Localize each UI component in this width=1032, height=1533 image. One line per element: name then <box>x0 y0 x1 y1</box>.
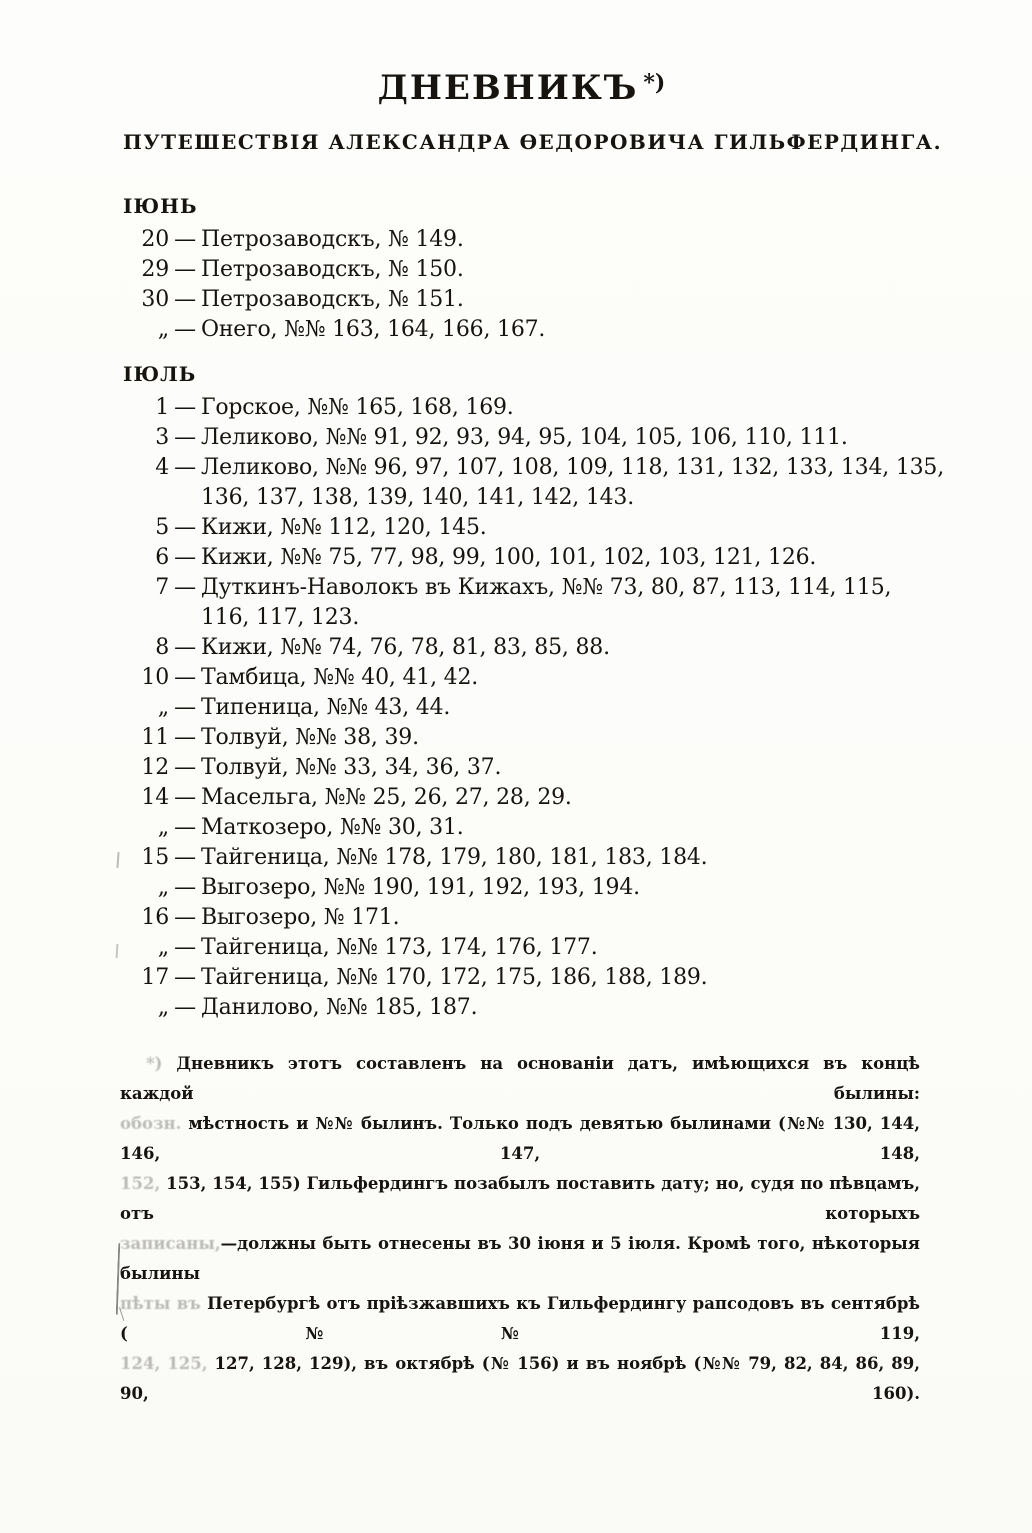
entry-text: Тайгеница, №№ 173, 174, 176, 177. <box>201 935 598 960</box>
entry-text: Онего, №№ 163, 164, 166, 167. <box>201 317 546 342</box>
entry-text: Кижи, №№ 112, 120, 145. <box>201 515 487 540</box>
entry-continuation: 136, 137, 138, 139, 140, 141, 142, 143. <box>201 485 635 510</box>
entry-dash: — <box>174 515 196 540</box>
entry-day: 14 <box>141 785 169 810</box>
page-title <box>123 62 920 109</box>
entry-dash: — <box>174 905 196 930</box>
entry-dash: — <box>174 815 196 840</box>
entry-text: Толвуй, №№ 33, 34, 36, 37. <box>201 755 502 780</box>
footnote-line <box>120 1349 920 1409</box>
section-header: ІЮНЬ <box>123 194 198 218</box>
entry-day: „ <box>157 935 169 960</box>
entry-dash: — <box>174 455 196 480</box>
diary-entry <box>123 255 920 285</box>
entry-text: Петрозаводскъ, № 151. <box>201 287 464 312</box>
footnote-faded-fragment: *) <box>146 1054 177 1073</box>
entry-day: 5 <box>155 515 169 540</box>
diary-entry <box>123 453 945 483</box>
diary-entry <box>123 543 920 573</box>
entry-day: 10 <box>141 665 169 690</box>
entry-text: Тамбица, №№ 40, 41, 42. <box>201 665 479 690</box>
footnote-line <box>120 1289 920 1349</box>
entry-dash: — <box>174 257 196 282</box>
diary-entry <box>123 723 920 753</box>
entry-dash: — <box>174 695 196 720</box>
footnote-faded-fragment: обозн. <box>120 1114 189 1133</box>
entry-text: Петрозаводскъ, № 150. <box>201 257 464 282</box>
entry-text: Выгозеро, №№ 190, 191, 192, 193, 194. <box>201 875 640 900</box>
title-text: ДНЕВНИКЪ <box>377 68 639 108</box>
entry-dash: — <box>174 395 196 420</box>
entry-continuation: 116, 117, 123. <box>201 605 360 630</box>
entry-dash: — <box>174 845 196 870</box>
entry-text: Дуткинъ-Наволокъ въ Кижахъ, №№ 73, 80, 87, 113, 114, 115, <box>201 575 892 600</box>
entry-dash: — <box>174 287 196 312</box>
entry-day: 15 <box>141 845 169 870</box>
entry-text: Толвуй, №№ 38, 39. <box>201 725 419 750</box>
section-header: ІЮЛЬ <box>123 362 197 386</box>
diary-entry <box>123 783 920 813</box>
entry-dash: — <box>174 545 196 570</box>
diary-sections <box>123 193 945 1023</box>
entry-text: Выгозеро, № 171. <box>201 905 400 930</box>
entry-dash: — <box>174 995 196 1020</box>
footnote-text: 127, 128, 129), въ октябрѣ (№ 156) и въ ноябрѣ (№№ 79, 82, 84, 86, 89, 90, 160). <box>120 1354 920 1403</box>
entry-list <box>123 225 920 345</box>
scan-artifact <box>116 852 119 868</box>
entry-day: 30 <box>141 287 169 312</box>
diary-entry <box>123 513 920 543</box>
footnote-text: —должны быть отнесены въ 30 іюня и 5 іюля. Кромѣ того, нѣкоторыя былины <box>120 1234 920 1283</box>
entry-text: Типеница, №№ 43, 44. <box>201 695 451 720</box>
entry-text: Петрозаводскъ, № 149. <box>201 227 464 252</box>
entry-dash: — <box>174 755 196 780</box>
entry-dash: — <box>174 875 196 900</box>
entry-text: Кижи, №№ 74, 76, 78, 81, 83, 85, 88. <box>201 635 610 660</box>
entry-dash: — <box>174 935 196 960</box>
entry-text: Леликово, №№ 91, 92, 93, 94, 95, 104, 105, 106, 110, 111. <box>201 425 848 450</box>
entry-day: 12 <box>141 755 169 780</box>
entry-day: 6 <box>155 545 169 570</box>
entry-dash: — <box>174 635 196 660</box>
diary-entry <box>123 663 920 693</box>
entry-dash: — <box>174 227 196 252</box>
entry-dash: — <box>174 425 196 450</box>
footnote-marker: *) <box>643 70 666 96</box>
entry-dash: — <box>174 317 196 342</box>
footnote-faded-fragment: записаны, <box>120 1234 221 1253</box>
entry-dash: — <box>174 785 196 810</box>
entry-dash: — <box>174 725 196 750</box>
diary-entry <box>123 693 920 723</box>
footnote-text: Петербургѣ отъ пріѣзжавшихъ къ Гильфердингу рапсодовъ въ сентябрѣ (№№ 119, <box>120 1294 920 1343</box>
entry-day: „ <box>157 875 169 900</box>
entry-day: „ <box>157 995 169 1020</box>
diary-entry <box>123 903 920 933</box>
footnote-faded-fragment: 124, 125, <box>120 1354 215 1373</box>
diary-entry <box>123 573 920 603</box>
entry-day: 29 <box>141 257 169 282</box>
footnote-line <box>120 1049 920 1109</box>
entry-day: 20 <box>141 227 169 252</box>
entry-text: Горское, №№ 165, 168, 169. <box>201 395 514 420</box>
footnote-line <box>120 1169 920 1229</box>
entry-text: Маткозеро, №№ 30, 31. <box>201 815 464 840</box>
entry-day: 11 <box>141 725 169 750</box>
entry-day: 7 <box>155 575 169 600</box>
entry-day: 3 <box>155 425 169 450</box>
entry-day: 1 <box>155 395 169 420</box>
entry-day: 16 <box>141 905 169 930</box>
diary-entry <box>123 813 920 843</box>
entry-day: „ <box>157 695 169 720</box>
scan-artifact <box>116 944 119 958</box>
diary-entry <box>123 393 920 423</box>
entry-day: „ <box>157 317 169 342</box>
entry-day: 17 <box>141 965 169 990</box>
footnote-text: Дневникъ этотъ составленъ на основаніи датъ, имѣющихся въ концѣ каждой былины: <box>120 1054 920 1103</box>
diary-entry <box>123 315 920 345</box>
entry-text: Леликово, №№ 96, 97, 107, 108, 109, 118, 131, 132, 133, 134, 135, <box>201 455 945 480</box>
footnote-faded-fragment: пѣты въ <box>120 1294 201 1313</box>
entry-text: Данилово, №№ 185, 187. <box>201 995 478 1020</box>
entry-list <box>123 393 945 1023</box>
diary-entry <box>123 993 920 1023</box>
entry-dash: — <box>174 575 196 600</box>
diary-entry <box>123 285 920 315</box>
footnote-faded-fragment: 152, <box>120 1174 167 1193</box>
diary-entry <box>123 963 920 993</box>
diary-entry <box>123 753 920 783</box>
entry-dash: — <box>174 965 196 990</box>
entry-text: Тайгеница, №№ 170, 172, 175, 186, 188, 189. <box>201 965 708 990</box>
diary-entry <box>123 843 920 873</box>
footnote-text: 153, 154, 155) Гильфердингъ позабылъ поставить дату; но, судя по пѣвцамъ, отъ которыхъ <box>120 1174 920 1223</box>
diary-entry <box>123 633 920 663</box>
entry-day: 8 <box>155 635 169 660</box>
entry-text: Кижи, №№ 75, 77, 98, 99, 100, 101, 102, 103, 121, 126. <box>201 545 817 570</box>
entry-day: 4 <box>155 455 169 480</box>
footnote <box>120 1049 920 1409</box>
entry-dash: — <box>174 665 196 690</box>
diary-entry <box>123 423 920 453</box>
entry-text: Тайгеница, №№ 178, 179, 180, 181, 183, 184. <box>201 845 708 870</box>
entry-text: Масельга, №№ 25, 26, 27, 28, 29. <box>201 785 572 810</box>
page-subtitle: ПУТЕШЕСТВІЯ АЛЕКСАНДРА ѲЕДОРОВИЧА ГИЛЬФЕРДИНГА. <box>123 130 943 154</box>
footnote-line <box>120 1229 920 1289</box>
diary-entry <box>123 873 920 903</box>
diary-entry <box>123 225 920 255</box>
entry-day: „ <box>157 815 169 840</box>
footnote-line <box>120 1109 920 1169</box>
diary-entry <box>123 933 920 963</box>
footnote-text: мѣстность и №№ былинъ. Только подъ девятью былинами (№№ 130, 144, 146, 147, 148, <box>120 1114 920 1163</box>
